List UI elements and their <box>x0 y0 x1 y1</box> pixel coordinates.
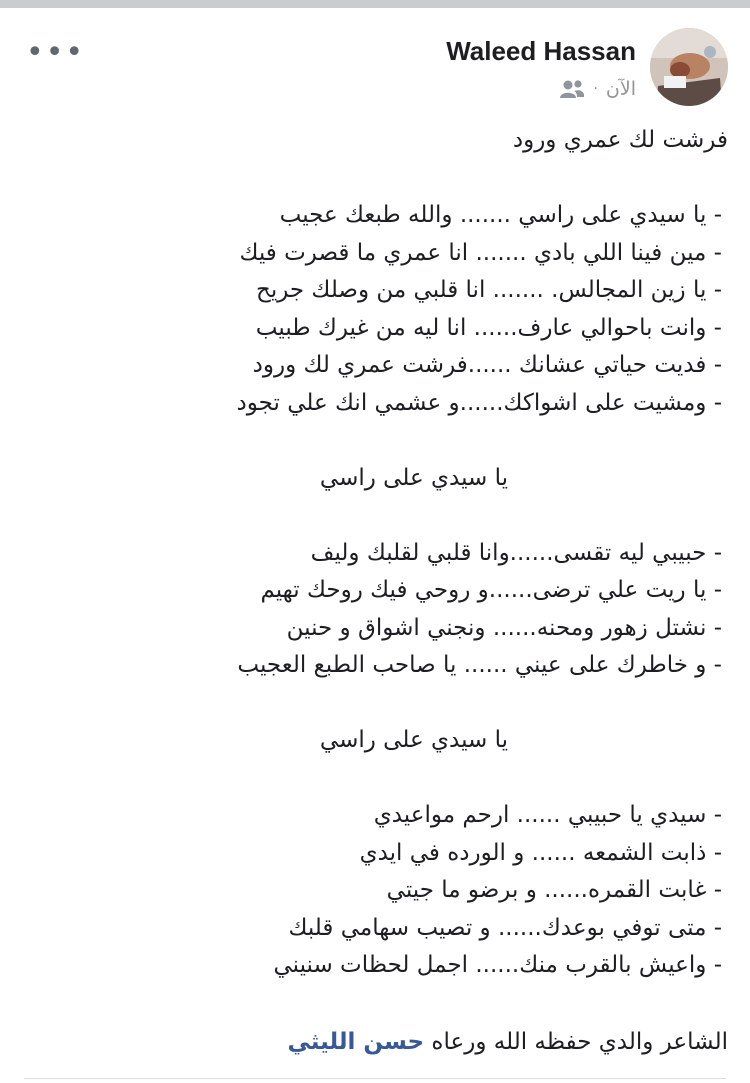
signature-text: الشاعر والدي حفظه الله ورعاه <box>424 1029 728 1055</box>
chorus-line: يا سيدي على راسي <box>319 464 508 491</box>
spacer <box>28 685 728 723</box>
post-meta <box>559 78 636 100</box>
poem-title: فرشت لك عمري ورود <box>512 127 728 153</box>
post-timestamp[interactable]: الآن <box>605 78 636 100</box>
spacer <box>28 760 728 798</box>
post-body <box>28 122 728 985</box>
verse-line: - وانت باحوالي عارف...... انا ليه من غيرك طبيب <box>255 314 722 341</box>
verse-line: - غابت القمره...... و برضو ما جيتي <box>386 877 722 903</box>
verse-line: - ومشيت على اشواكك......و عشمي انك علي تجود <box>236 389 722 416</box>
verse-line: - نشتل زهور ومحنه...... ونجني اشواق و حنين <box>286 614 722 641</box>
verse-line: - حبيبي ليه تقسى......وانا قلبي لقلبك وليف <box>310 539 722 566</box>
post-author[interactable]: Waleed Hassan <box>446 36 636 66</box>
verse-line: - يا زين المجالس. ....... انا قلبي من وصلك جريح <box>255 277 722 303</box>
mention-link[interactable]: حسن الليثي <box>287 1029 425 1055</box>
more-options-icon[interactable]: ••• <box>26 35 86 70</box>
spacer <box>28 497 728 535</box>
spacer <box>28 160 728 198</box>
chorus-line: يا سيدي على راسي <box>319 727 508 753</box>
verse-line: - متى توفي بوعدك...... و تصيب سهامي قلبك <box>288 914 722 941</box>
verse-line: - ذابت الشمعه ...... و الورده في ايدي <box>359 839 722 866</box>
avatar[interactable] <box>650 28 728 106</box>
verse-line: - مين فينا اللي بادي ....... انا عمري ما قصرت فيك <box>239 239 722 266</box>
verse-line: - و خاطرك على عيني ...... يا صاحب الطبع العجيب <box>237 652 722 678</box>
verse-line: - يا ريت علي ترضى......و روحي فيك روحك تهيم <box>260 577 722 603</box>
verse-line: - فديت حياتي عشانك ......فرشت عمري لك ورود <box>252 352 722 378</box>
top-bar <box>0 0 750 8</box>
friends-icon[interactable] <box>559 79 585 99</box>
signature-line <box>287 1024 728 1061</box>
divider <box>24 1078 726 1079</box>
verse-line: - واعيش بالقرب منك...... اجمل لحظات سنيني <box>273 952 722 978</box>
meta-separator: · <box>593 81 598 97</box>
verse-line: - سيدي يا حبيبي ...... ارحم مواعيدي <box>373 802 722 828</box>
spacer <box>28 422 728 460</box>
verse-line: - يا سيدي على راسي ....... والله طبعك عجيب <box>279 202 722 228</box>
